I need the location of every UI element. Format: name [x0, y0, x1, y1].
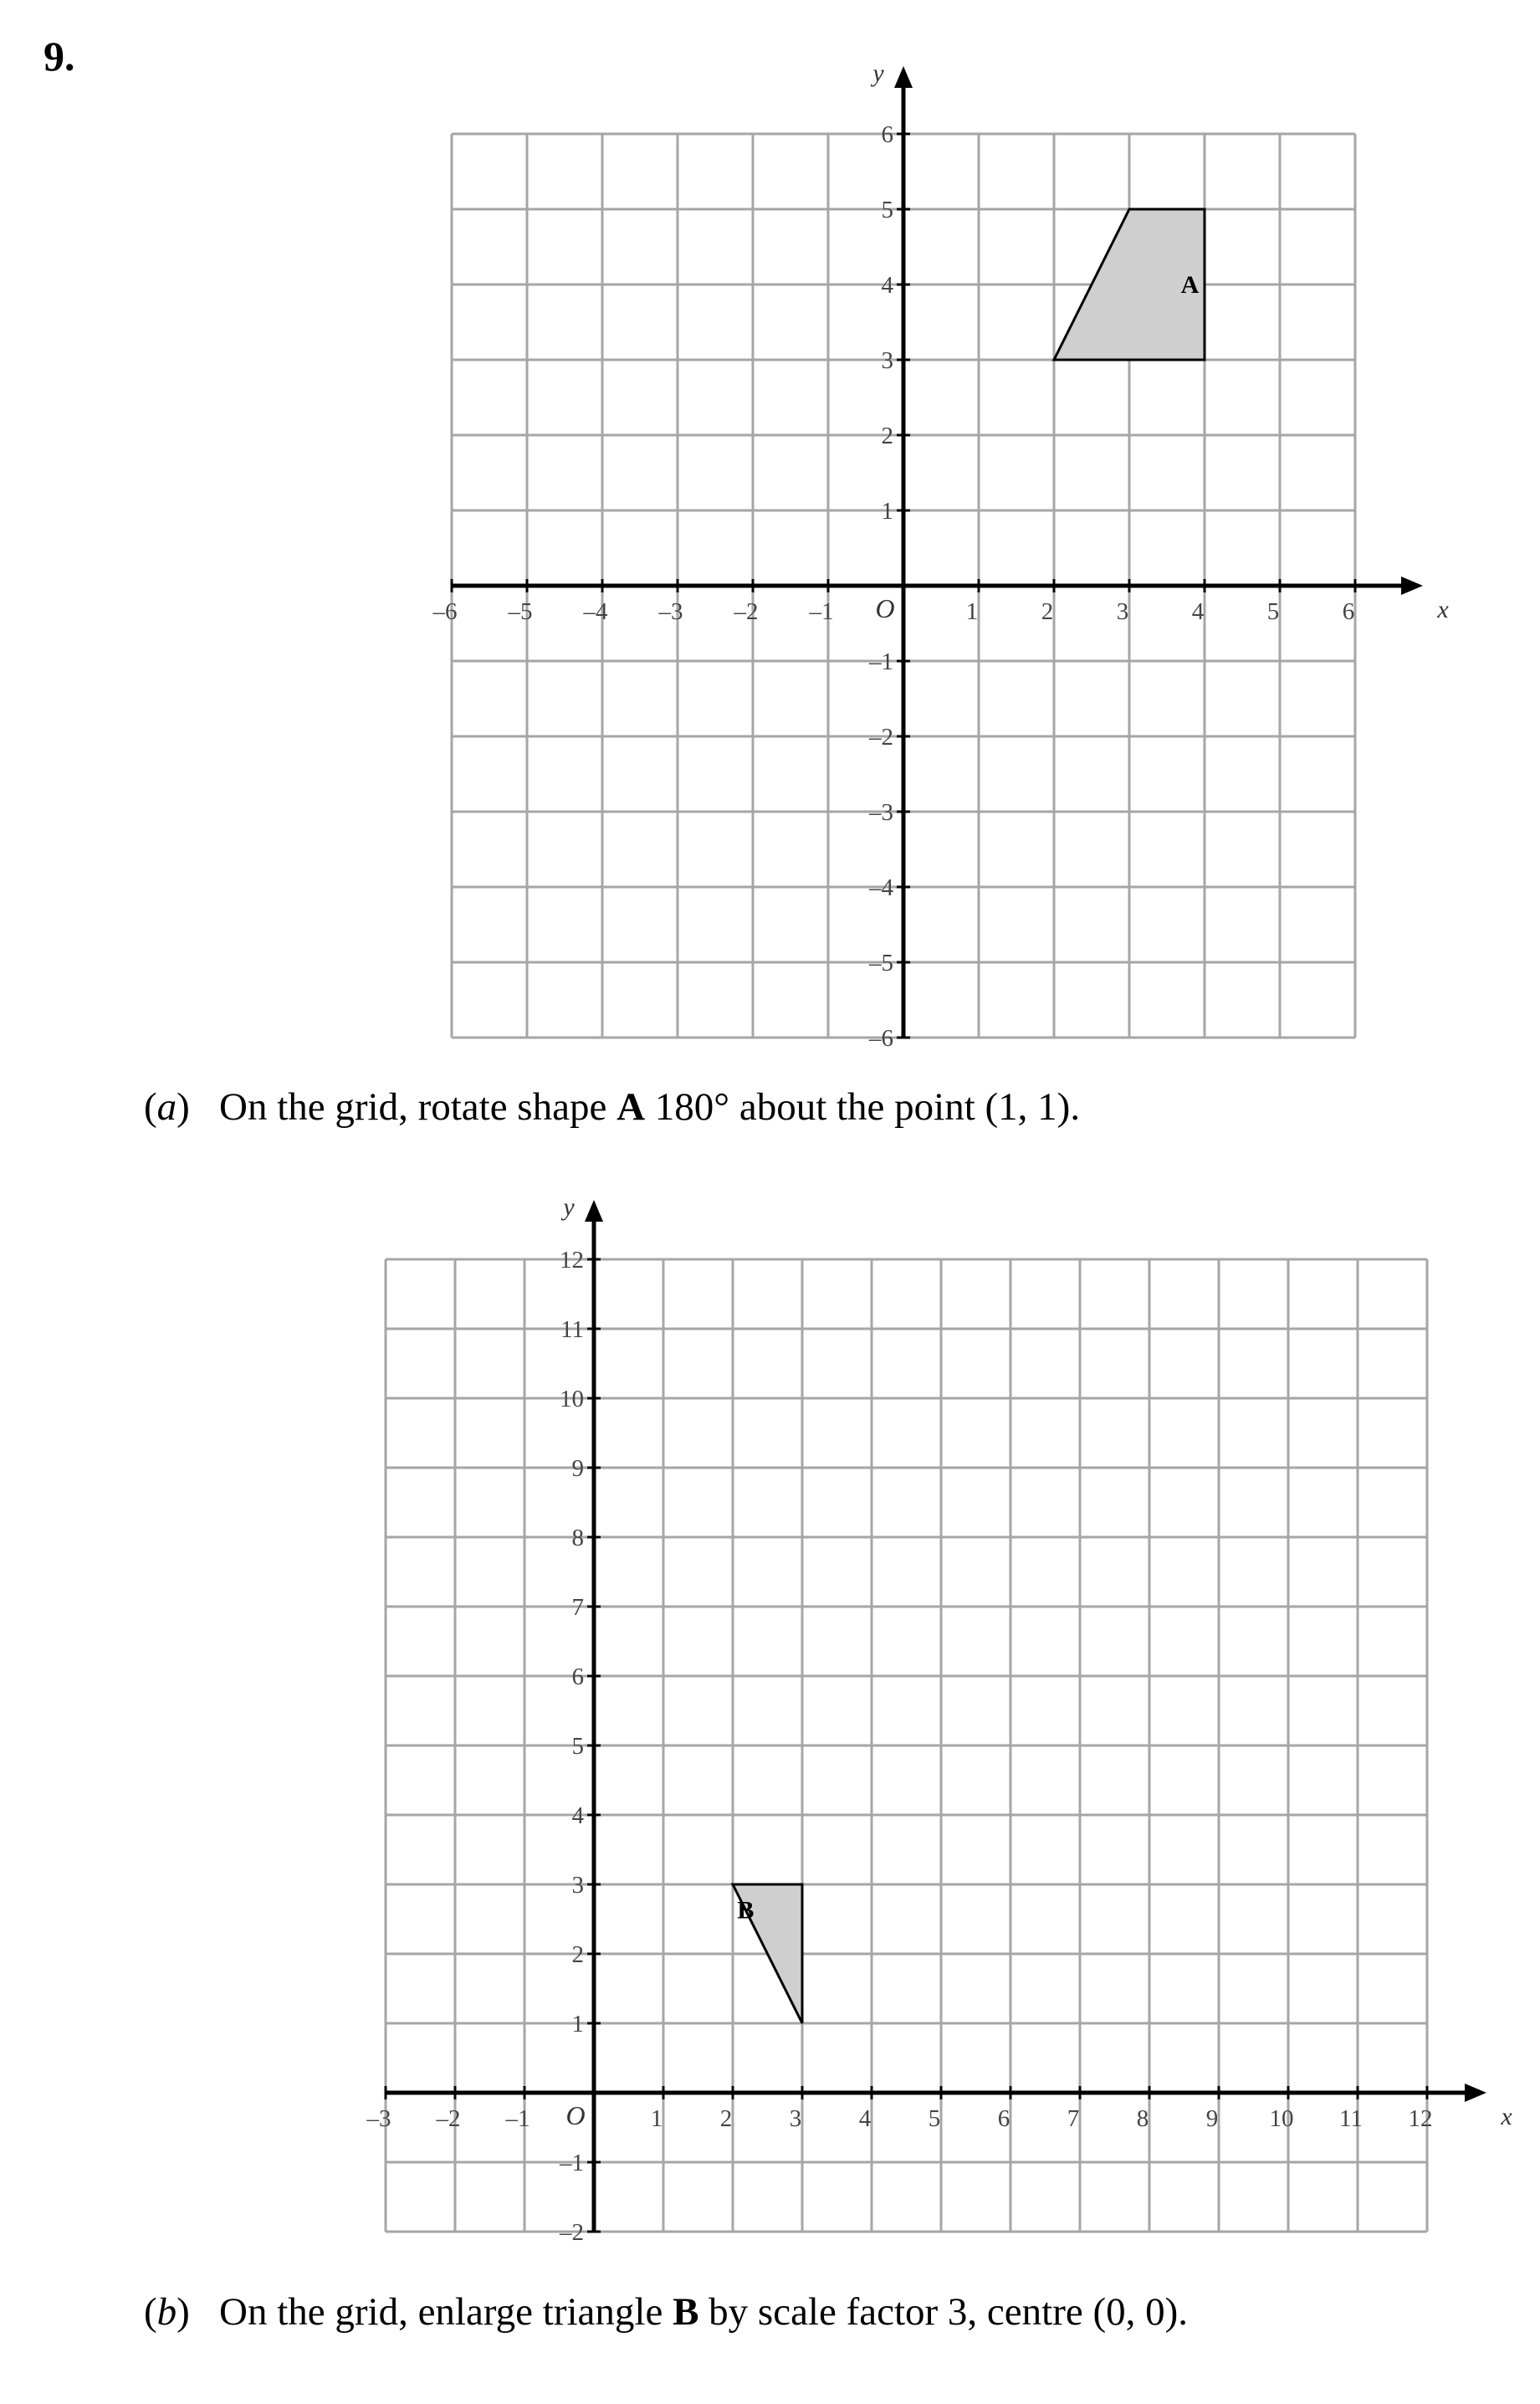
- y-tick-label: 11: [560, 1316, 584, 1343]
- y-tick-label: –3: [869, 799, 893, 826]
- y-tick-label: 1: [571, 2011, 584, 2038]
- x-tick-label: –6: [432, 598, 458, 625]
- x-tick-label: 3: [1116, 598, 1129, 625]
- y-tick-label: 2: [571, 1941, 584, 1968]
- y-tick-label: –6: [869, 1025, 893, 1052]
- x-axis-arrow: [1465, 2084, 1486, 2102]
- part-b-text-2: by scale factor 3, centre (0, 0).: [698, 2290, 1189, 2334]
- y-tick-label: 10: [560, 1386, 584, 1412]
- x-tick-label: 11: [1339, 2105, 1363, 2132]
- y-axis-label: y: [563, 1193, 575, 1221]
- y-tick-label: 8: [571, 1525, 584, 1551]
- y-tick-label: 12: [560, 1247, 584, 1274]
- part-b-instruction: [144, 2289, 1188, 2335]
- x-tick-label: 5: [928, 2105, 941, 2132]
- y-tick-label: 4: [571, 1802, 584, 1829]
- y-tick-label: 5: [571, 1733, 584, 1760]
- shape-a-ref: A: [617, 1085, 646, 1129]
- x-tick-label: 1: [965, 598, 979, 625]
- y-tick-label: 6: [571, 1663, 584, 1690]
- x-tick-label: –2: [436, 2105, 461, 2132]
- part-a-instruction: [144, 1084, 1080, 1130]
- x-tick-label: –1: [505, 2105, 530, 2132]
- y-axis-arrow: [585, 1200, 603, 1222]
- y-tick-label: 9: [571, 1455, 584, 1482]
- y-tick-label: 5: [881, 197, 893, 223]
- x-tick-label: –2: [734, 598, 759, 625]
- y-tick-label: 6: [881, 121, 893, 148]
- x-axis-label: x: [1501, 2103, 1512, 2130]
- x-tick-label: 3: [789, 2105, 802, 2132]
- x-tick-label: 9: [1205, 2105, 1219, 2132]
- x-tick-label: 12: [1408, 2105, 1433, 2132]
- x-tick-label: 4: [858, 2105, 872, 2132]
- x-tick-label: 2: [719, 2105, 733, 2132]
- y-tick-label: –1: [560, 2150, 584, 2176]
- x-tick-label: –3: [366, 2105, 391, 2132]
- x-tick-label: 10: [1269, 2105, 1294, 2132]
- part-a-text-1: On the grid, rotate shape: [219, 1085, 617, 1129]
- y-tick-label: –2: [560, 2219, 584, 2246]
- x-tick-label: 5: [1266, 598, 1280, 625]
- x-tick-label: –3: [658, 598, 683, 625]
- y-tick-label: 1: [881, 498, 893, 525]
- y-tick-label: –5: [869, 950, 893, 976]
- question-number: 9.: [43, 33, 75, 79]
- part-a-label: (a): [144, 1085, 190, 1129]
- y-tick-label: 3: [571, 1872, 584, 1899]
- part-b-label: (b): [144, 2290, 190, 2334]
- y-tick-label: 4: [881, 272, 893, 299]
- shape-label: B: [737, 1896, 755, 1925]
- x-tick-label: 2: [1041, 598, 1054, 625]
- y-tick-label: 7: [571, 1594, 584, 1621]
- shape-label: A: [1180, 271, 1200, 299]
- origin-label: O: [565, 2100, 586, 2130]
- part-b-text-1: On the grid, enlarge triangle: [219, 2290, 673, 2334]
- coordinate-grid-a[interactable]: [0, 0, 1540, 1054]
- y-tick-label: 2: [881, 423, 893, 449]
- x-tick-label: –5: [508, 598, 533, 625]
- x-axis-arrow: [1401, 577, 1423, 595]
- x-tick-label: 8: [1136, 2105, 1149, 2132]
- y-tick-label: –1: [869, 648, 893, 675]
- part-a-text-2: 180° about the point (1, 1).: [645, 1085, 1081, 1129]
- x-axis-label: x: [1437, 596, 1449, 623]
- x-tick-label: 1: [650, 2105, 663, 2132]
- y-axis-arrow: [894, 66, 913, 88]
- x-tick-label: 4: [1191, 598, 1205, 625]
- x-tick-label: –4: [583, 598, 608, 625]
- y-tick-label: –2: [869, 724, 893, 751]
- y-tick-label: 3: [881, 347, 893, 374]
- y-tick-label: –4: [869, 874, 893, 901]
- x-tick-label: 6: [997, 2105, 1010, 2132]
- x-tick-label: 6: [1342, 598, 1355, 625]
- shape-b-ref: B: [673, 2290, 699, 2334]
- x-tick-label: –1: [809, 598, 834, 625]
- x-tick-label: 7: [1067, 2105, 1080, 2132]
- origin-label: O: [875, 593, 895, 623]
- y-axis-label: y: [872, 59, 884, 87]
- coordinate-grid-b[interactable]: [0, 1171, 1540, 2259]
